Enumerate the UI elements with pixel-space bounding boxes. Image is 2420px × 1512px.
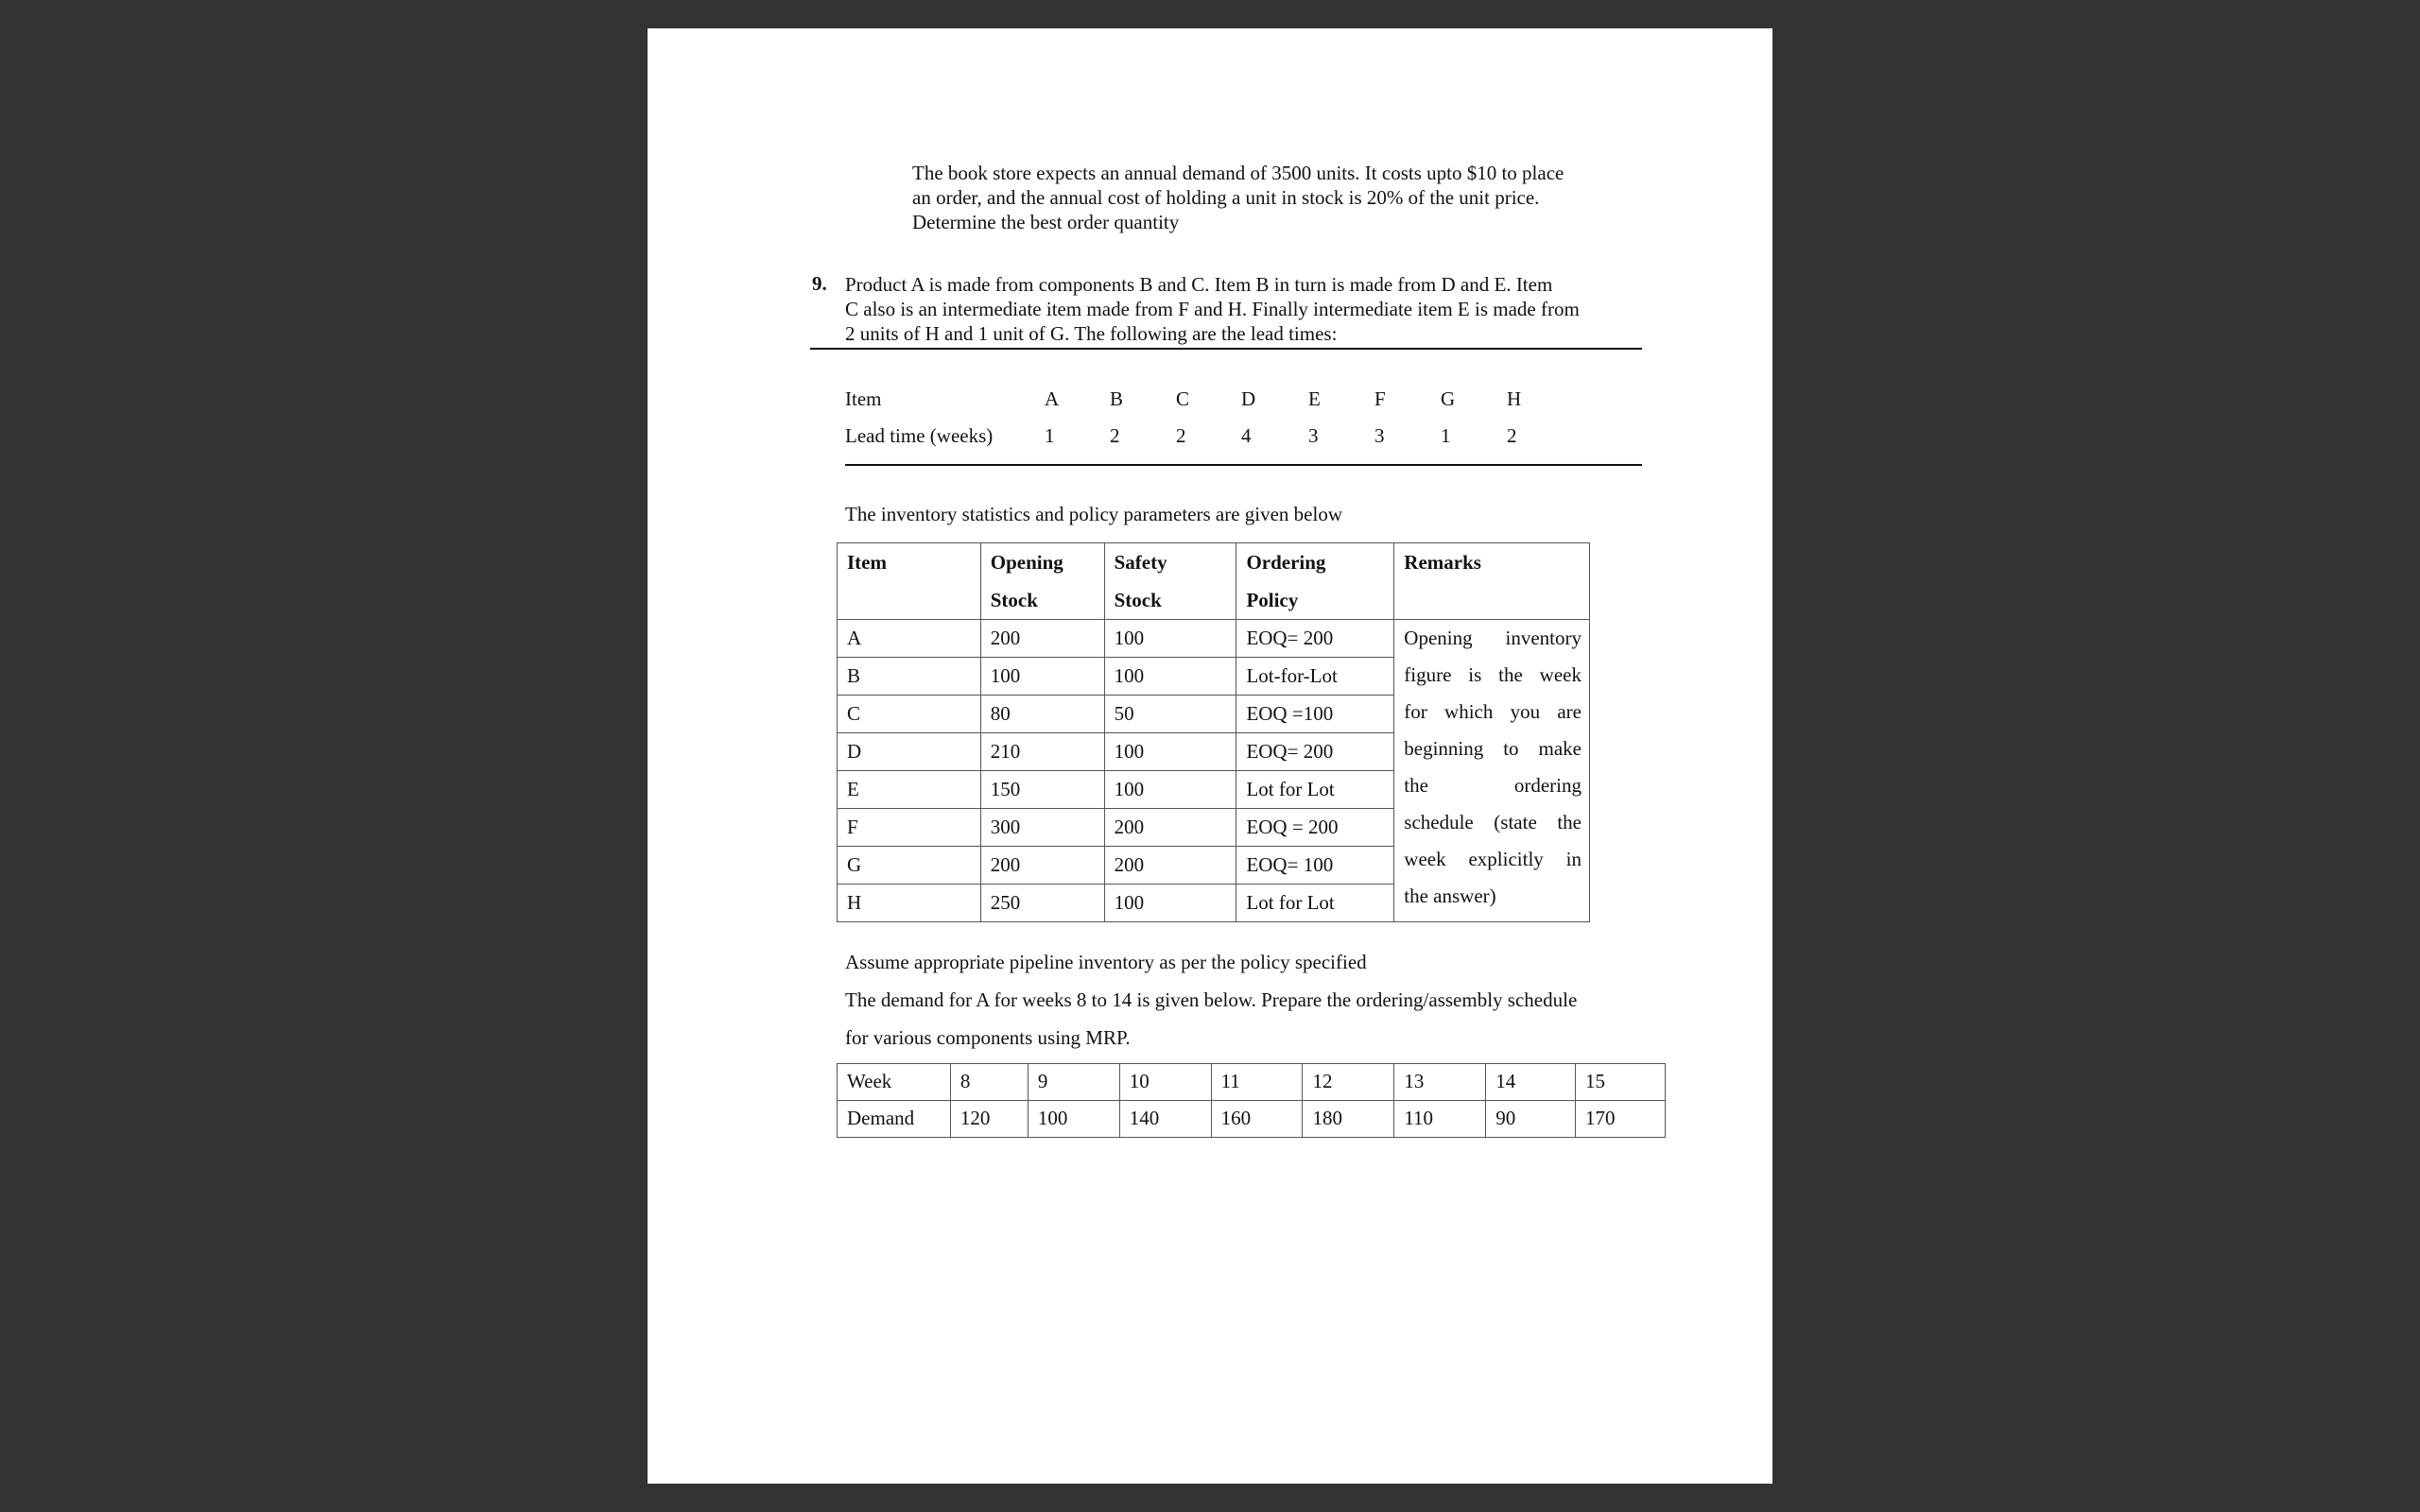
remarks-line: the ordering <box>1404 774 1582 797</box>
lead-time-item: C <box>1176 387 1190 410</box>
demand-cell: 90 <box>1486 1101 1576 1138</box>
intro-line: an order, and the annual cost of holding a unit in stock is 20% of the unit price. <box>912 186 1540 209</box>
header-ordering-policy: Ordering Policy <box>1236 543 1394 620</box>
lead-time-value: 2 <box>1507 424 1517 447</box>
demand-cell: 160 <box>1211 1101 1303 1138</box>
header-item: Item <box>838 543 981 620</box>
lead-time-value: 3 <box>1374 424 1385 447</box>
lead-time-value: 1 <box>1045 424 1055 447</box>
remarks-line: week explicitly in <box>1404 848 1582 870</box>
demand-label: Demand <box>838 1101 951 1138</box>
demand-row <box>838 1101 1666 1138</box>
opening-stock-cell: 300 <box>980 809 1104 847</box>
opening-stock-cell: 200 <box>980 847 1104 885</box>
week-cell: 13 <box>1394 1064 1486 1101</box>
remarks-line: the answer) <box>1404 885 1496 907</box>
safety-stock-cell: 200 <box>1104 809 1236 847</box>
demand-intro-line: The demand for A for weeks 8 to 14 is given below. Prepare the ordering/assembly schedule <box>845 988 1578 1011</box>
demand-cell: 120 <box>950 1101 1028 1138</box>
week-cell: 14 <box>1486 1064 1576 1101</box>
demand-cell: 100 <box>1028 1101 1119 1138</box>
week-cell: 9 <box>1028 1064 1119 1101</box>
demand-intro-line: for various components using MRP. <box>845 1026 1131 1049</box>
demand-cell: 110 <box>1394 1101 1486 1138</box>
item-cell: G <box>838 847 981 885</box>
opening-stock-cell: 200 <box>980 620 1104 658</box>
ordering-policy-cell: Lot for Lot <box>1236 885 1394 922</box>
lead-time-value: 3 <box>1308 424 1319 447</box>
lead-time-item: B <box>1110 387 1124 410</box>
opening-stock-cell: 150 <box>980 771 1104 809</box>
item-cell: F <box>838 809 981 847</box>
lead-time-bottom-rule <box>845 464 1642 466</box>
remarks-line: schedule (state the <box>1404 811 1582 833</box>
inventory-table <box>837 542 1590 922</box>
intro-line: The book store expects an annual demand of 3500 units. It costs upto $10 to place <box>912 162 1564 184</box>
lead-time-value: 4 <box>1241 424 1252 447</box>
lead-time-item: F <box>1374 387 1386 410</box>
safety-stock-cell: 200 <box>1104 847 1236 885</box>
remarks-line: Opening inventory <box>1404 627 1582 649</box>
demand-table <box>837 1063 1666 1138</box>
inventory-header-row <box>838 543 1590 620</box>
header-safety-stock: Safety Stock <box>1104 543 1236 620</box>
header-opening-stock: Opening Stock <box>980 543 1104 620</box>
week-cell: 12 <box>1303 1064 1394 1101</box>
week-label: Week <box>838 1064 951 1101</box>
lead-time-weeks-label: Lead time (weeks) <box>845 424 994 447</box>
lead-time-item: H <box>1507 387 1522 410</box>
lead-time-item: E <box>1308 387 1321 410</box>
demand-cell: 180 <box>1303 1101 1394 1138</box>
remarks-line: for which you are <box>1404 700 1582 723</box>
item-cell: D <box>838 733 981 771</box>
week-row <box>838 1064 1666 1101</box>
table-row <box>838 620 1590 658</box>
ordering-policy-cell: EOQ= 200 <box>1236 733 1394 771</box>
opening-stock-cell: 210 <box>980 733 1104 771</box>
ordering-policy-cell: EOQ = 200 <box>1236 809 1394 847</box>
item-cell: B <box>838 658 981 696</box>
item-cell: C <box>838 696 981 733</box>
remarks-line: figure is the week <box>1404 663 1582 686</box>
week-cell: 10 <box>1119 1064 1211 1101</box>
question-number: 9. <box>812 272 827 295</box>
header-remarks: Remarks <box>1394 543 1590 620</box>
item-cell: H <box>838 885 981 922</box>
pipeline-note: Assume appropriate pipeline inventory as per the policy specified <box>845 951 1367 973</box>
inventory-intro: The inventory statistics and policy parameters are given below <box>845 503 1342 525</box>
intro-line: Determine the best order quantity <box>912 211 1180 233</box>
item-cell: A <box>838 620 981 658</box>
safety-stock-cell: 100 <box>1104 620 1236 658</box>
lead-time-value: 2 <box>1176 424 1186 447</box>
lead-time-item: A <box>1045 387 1060 410</box>
lead-time-item: D <box>1241 387 1256 410</box>
safety-stock-cell: 50 <box>1104 696 1236 733</box>
safety-stock-cell: 100 <box>1104 733 1236 771</box>
week-cell: 8 <box>950 1064 1028 1101</box>
opening-stock-cell: 80 <box>980 696 1104 733</box>
question9-line: C also is an intermediate item made from F and H. Finally intermediate item E is made from <box>845 298 1580 320</box>
ordering-policy-cell: EOQ =100 <box>1236 696 1394 733</box>
ordering-policy-cell: Lot-for-Lot <box>1236 658 1394 696</box>
week-cell: 11 <box>1211 1064 1303 1101</box>
ordering-policy-cell: EOQ= 200 <box>1236 620 1394 658</box>
question9-line: Product A is made from components B and C. Item B in turn is made from D and E. Item <box>845 273 1553 296</box>
lead-time-item: G <box>1441 387 1456 410</box>
item-cell: E <box>838 771 981 809</box>
ordering-policy-cell: Lot for Lot <box>1236 771 1394 809</box>
lead-time-value: 1 <box>1441 424 1451 447</box>
remarks-line: beginning to make <box>1404 737 1582 760</box>
question9-line: 2 units of H and 1 unit of G. The following are the lead times: <box>845 322 1338 345</box>
remarks-cell <box>1394 620 1590 922</box>
week-cell: 15 <box>1576 1064 1666 1101</box>
lead-time-item-label: Item <box>845 387 882 410</box>
lead-time-value: 2 <box>1110 424 1120 447</box>
ordering-policy-cell: EOQ= 100 <box>1236 847 1394 885</box>
opening-stock-cell: 100 <box>980 658 1104 696</box>
safety-stock-cell: 100 <box>1104 658 1236 696</box>
opening-stock-cell: 250 <box>980 885 1104 922</box>
safety-stock-cell: 100 <box>1104 771 1236 809</box>
document-page <box>648 28 1772 1484</box>
demand-cell: 140 <box>1119 1101 1211 1138</box>
demand-cell: 170 <box>1576 1101 1666 1138</box>
lead-time-table <box>648 28 1772 501</box>
safety-stock-cell: 100 <box>1104 885 1236 922</box>
